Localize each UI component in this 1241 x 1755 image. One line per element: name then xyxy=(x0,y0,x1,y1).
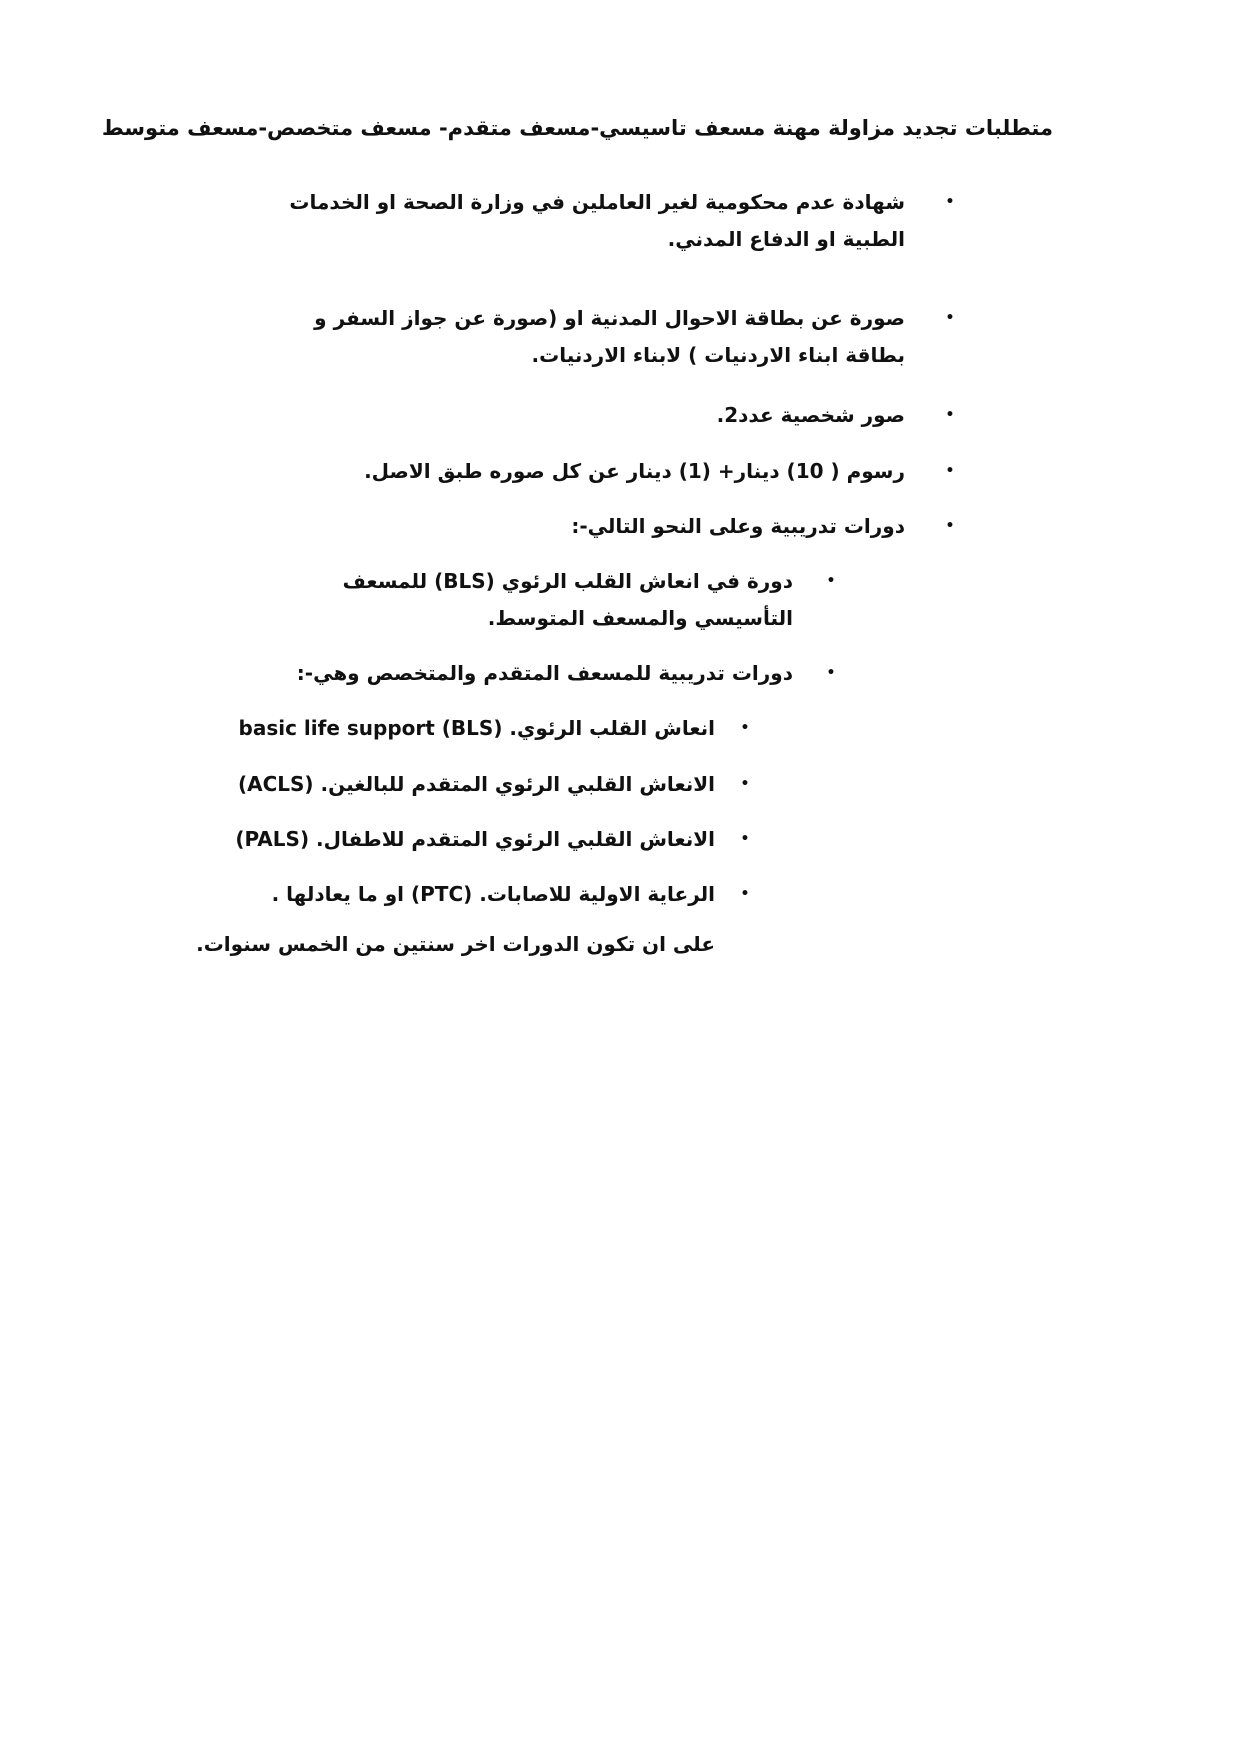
list-item xyxy=(0,876,1241,913)
bullet-icon: • xyxy=(740,776,750,792)
list-item xyxy=(0,710,1241,747)
list-item xyxy=(0,766,1241,803)
course-group-text: دورة في انعاش القلب الرئوي (BLS) للمسعف التأسيسي والمسعف المتوسط. xyxy=(342,569,793,630)
course-group-text: دورات تدريبية للمسعف المتقدم والمتخصص وهي-: xyxy=(296,661,793,685)
requirement-text: دورات تدريبية وعلى النحو التالي-: xyxy=(571,514,905,538)
list-item xyxy=(0,184,1241,258)
list-item xyxy=(0,563,1241,637)
bullet-icon: • xyxy=(945,310,955,326)
list-item xyxy=(0,453,1241,490)
bullet-icon: • xyxy=(826,665,836,681)
advanced-course-text: الانعاش القلبي الرئوي المتقدم للبالغين. (ACLS) xyxy=(237,772,715,796)
bullet-icon: • xyxy=(740,831,750,847)
advanced-course-text: الانعاش القلبي الرئوي المتقدم للاطفال. (PALS) xyxy=(235,827,715,851)
list-item xyxy=(0,655,1241,692)
requirement-text: صورة عن بطاقة الاحوال المدنية او (صورة عن جواز السفر و بطاقة ابناء الاردنيات ) لابناء الاردنيات. xyxy=(314,306,905,367)
bullet-icon: • xyxy=(945,518,955,534)
note-text: على ان تكون الدورات اخر سنتين من الخمس سنوات. xyxy=(196,932,715,956)
advanced-course-text: الرعاية الاولية للاصابات. (PTC) او ما يعادلها . xyxy=(271,882,715,906)
list-item xyxy=(0,397,1241,434)
bullet-icon: • xyxy=(945,407,955,423)
list-item xyxy=(0,300,1241,374)
bullet-icon: • xyxy=(945,194,955,210)
requirement-text: صور شخصية عدد2. xyxy=(716,403,905,427)
list-item xyxy=(0,508,1241,545)
bullet-icon: • xyxy=(740,886,750,902)
page-title: متطلبات تجديد مزاولة مهنة مسعف تاسيسي-مسعف متقدم- مسعف متخصص-مسعف متوسط xyxy=(101,116,1053,140)
advanced-course-text: انعاش القلب الرئوي. (BLS) basic life support xyxy=(238,716,715,740)
bullet-icon: • xyxy=(826,573,836,589)
requirement-text: شهادة عدم محكومية لغير العاملين في وزارة الصحة او الخدمات الطبية او الدفاع المدني. xyxy=(289,190,905,251)
bullet-icon: • xyxy=(740,720,750,736)
requirement-text: رسوم ( 10) دينار+ (1) دينار عن كل صوره طبق الاصل. xyxy=(364,459,905,483)
list-item xyxy=(0,821,1241,858)
bullet-icon: • xyxy=(945,463,955,479)
